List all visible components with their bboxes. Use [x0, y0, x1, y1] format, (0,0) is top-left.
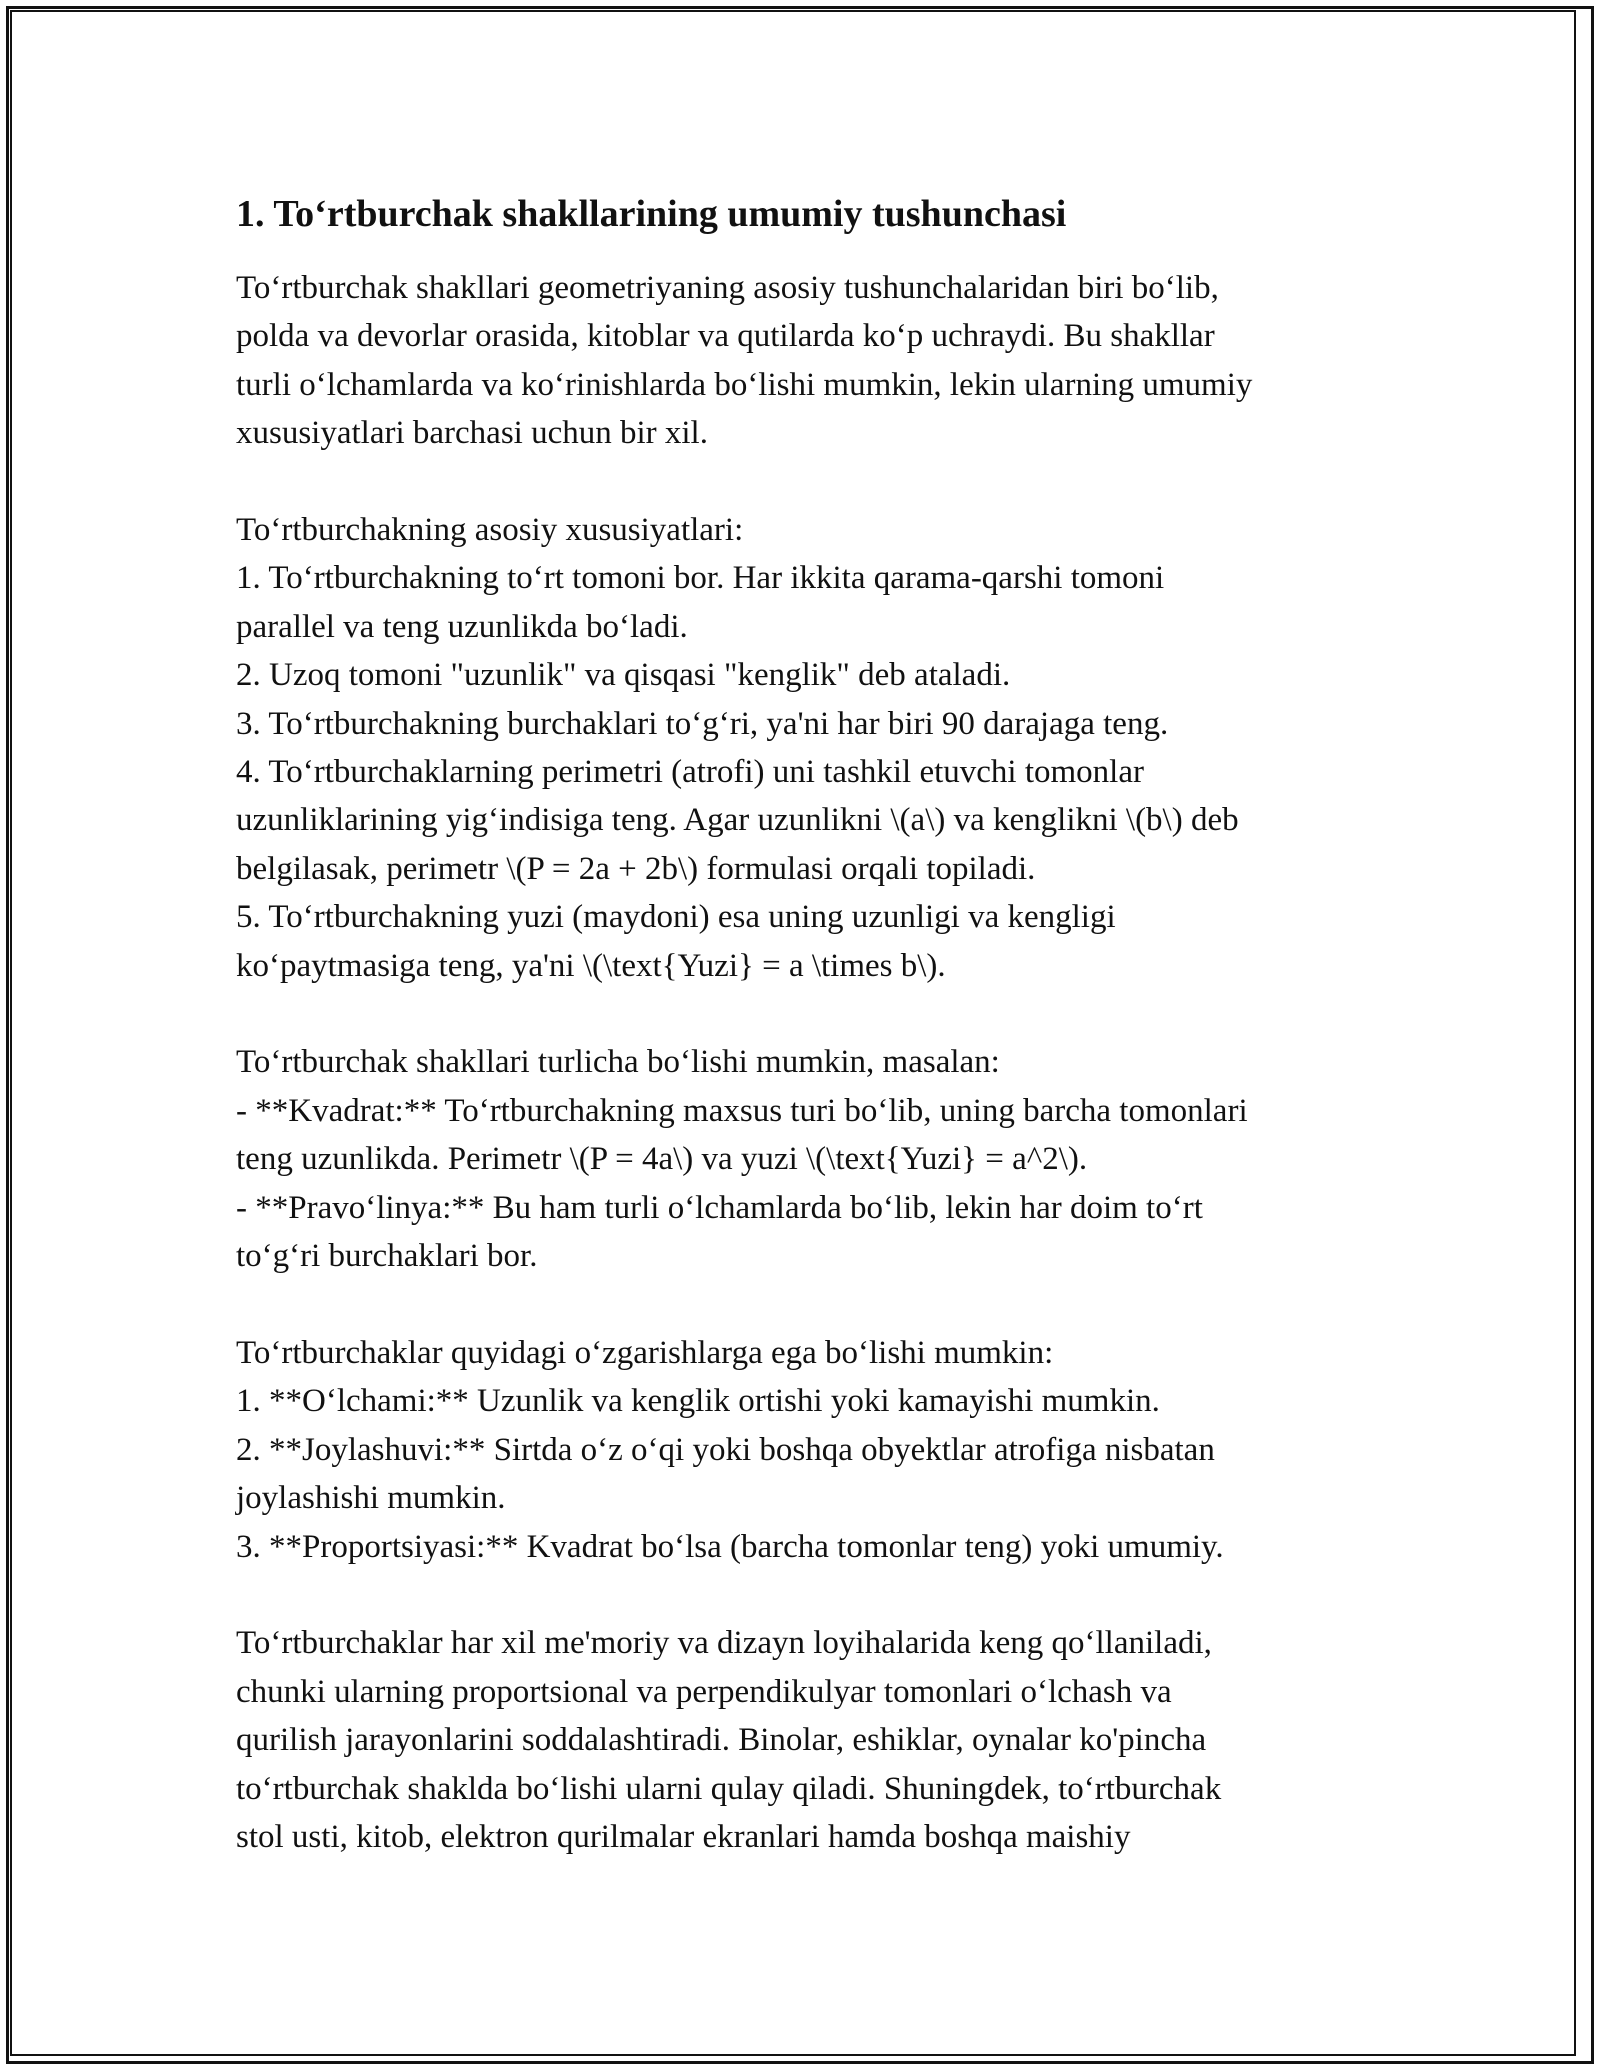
text-line: belgilasak, perimetr \(P = 2a + 2b\) formulasi orqali topiladi.	[236, 850, 1036, 887]
text-line: To‘rtburchaklar har xil me'moriy va dizayn loyihalarida keng qo‘llaniladi,	[236, 1625, 1212, 1662]
text-line: qurilish jarayonlarini soddalashtiradi. Binolar, eshiklar, oynalar ko'pincha	[236, 1722, 1207, 1759]
text-line: 5. To‘rtburchakning yuzi (maydoni) esa uning uzunligi va kengligi	[236, 899, 1116, 936]
text-line: 3. To‘rtburchakning burchaklari to‘g‘ri, ya'ni har biri 90 darajaga teng.	[236, 705, 1169, 742]
text-line: uzunliklarining yig‘indisiga teng. Agar uzunlikni \(a\) va kenglikni \(b\) deb	[236, 802, 1239, 839]
text-line: joylashishi mumkin.	[236, 1480, 506, 1517]
text-line: 2. Uzoq tomoni "uzunlik" va qisqasi "kenglik" deb ataladi.	[236, 657, 1011, 694]
text-line: polda va devorlar orasida, kitoblar va qutilarda ko‘p uchraydi. Bu shakllar	[236, 318, 1215, 355]
text-line: To‘rtburchak shakllari geometriyaning asosiy tushunchalaridan biri bo‘lib,	[236, 270, 1219, 306]
text-line: chunki ularning proportsional va perpendikulyar tomonlari o‘lchash va	[236, 1673, 1172, 1710]
document-body	[236, 186, 1416, 1861]
text-line: xususiyatlari barchasi uchun bir xil.	[236, 415, 708, 452]
paragraph-break	[236, 458, 1416, 506]
body-text	[236, 264, 1416, 1861]
text-line: To‘rtburchakning asosiy xususiyatlari:	[236, 512, 744, 549]
text-line: 2. **Joylashuvi:** Sirtda o‘z o‘qi yoki boshqa obyektlar atrofiga nisbatan	[236, 1431, 1215, 1468]
text-line: 1. **O‘lchami:** Uzunlik va kenglik ortishi yoki kamayishi mumkin.	[236, 1383, 1160, 1420]
section-heading: 1. To‘rtburchak shakllarining umumiy tushunchasi	[236, 193, 1067, 235]
text-line: - **Pravo‘linya:** Bu ham turli o‘lchamlarda bo‘lib, lekin har doim to‘rt	[236, 1189, 1203, 1226]
paragraph-break	[236, 1571, 1416, 1619]
text-line: parallel va teng uzunlikda bo‘ladi.	[236, 608, 688, 645]
text-line: to‘g‘ri burchaklari bor.	[236, 1238, 538, 1275]
text-line: 1. To‘rtburchakning to‘rt tomoni bor. Har ikkita qarama-qarshi tomoni	[236, 560, 1165, 597]
text-line: To‘rtburchak shakllari turlicha bo‘lishi mumkin, masalan:	[236, 1044, 1000, 1081]
text-line: 4. To‘rtburchaklarning perimetri (atrofi) uni tashkil etuvchi tomonlar	[236, 754, 1144, 791]
text-line: 3. **Proportsiyasi:** Kvadrat bo‘lsa (barcha tomonlar teng) yoki umumiy.	[236, 1528, 1224, 1565]
text-line: ko‘paytmasiga teng, ya'ni \(\text{Yuzi} = a \times b\).	[236, 947, 946, 984]
paragraph-break	[236, 1281, 1416, 1329]
text-line: To‘rtburchaklar quyidagi o‘zgarishlarga ega bo‘lishi mumkin:	[236, 1334, 1054, 1371]
text-line: stol usti, kitob, elektron qurilmalar ekranlari hamda boshqa maishiy	[236, 1818, 1131, 1855]
text-line: - **Kvadrat:** To‘rtburchakning maxsus turi bo‘lib, uning barcha tomonlari	[236, 1092, 1248, 1129]
text-line: to‘rtburchak shaklda bo‘lishi ularni qulay qiladi. Shuningdek, to‘rtburchak	[236, 1770, 1222, 1807]
text-line: turli o‘lchamlarda va ko‘rinishlarda bo‘lishi mumkin, lekin ularning umumiy	[236, 366, 1253, 403]
text-line: teng uzunlikda. Perimetr \(P = 4a\) va yuzi \(\text{Yuzi} = a^2\).	[236, 1141, 1088, 1178]
paragraph-break	[236, 990, 1416, 1038]
